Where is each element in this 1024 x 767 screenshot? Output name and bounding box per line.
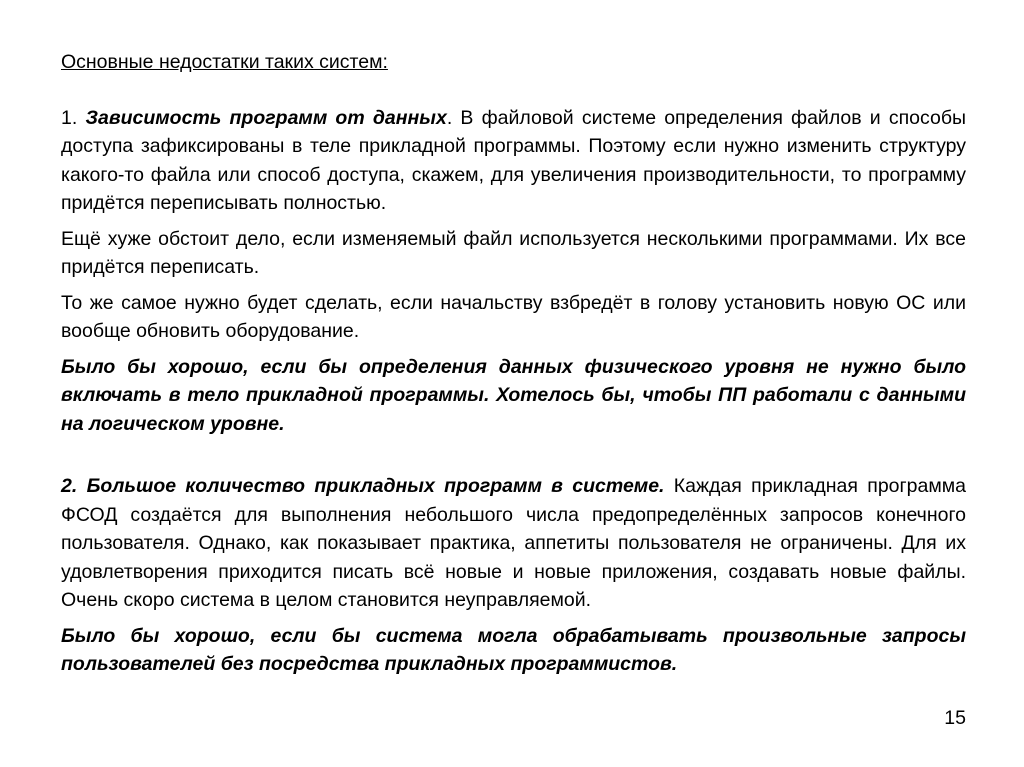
point-1-number: 1. — [61, 106, 86, 129]
page-number: 15 — [944, 707, 966, 729]
paragraph-multiple-programs: Ещё хуже обстоит дело, если изменяемый файл используется несколькими программами. Их все придётся переписать. — [61, 227, 966, 278]
slide-heading: Основные недостатки таких систем: — [61, 51, 388, 73]
slide-content — [61, 48, 966, 686]
point-1-text: . В файловой системе определения файлов и способы доступа зафиксированы в теле прикладной программы. Поэтому если нужно изменить структуру какого-то файла или способ доступа, скажем, для увеличения производительности, то программу придётся переписывать полностью. — [61, 106, 967, 214]
point-1-title: Зависимость программ от данных — [85, 106, 447, 129]
point-2-paragraph — [61, 472, 966, 615]
conclusion-1: Было бы хорошо, если бы определения данных физического уровня не нужно было включать в тело прикладной программы. Хотелось бы, чтобы ПП работали с данными на логическом уровне. — [61, 355, 966, 435]
point-1-paragraph — [61, 104, 966, 218]
paragraph-new-os: То же самое нужно будет сделать, если начальству взбредёт в голову установить новую ОС или вообще обновить оборудование. — [61, 291, 966, 342]
point-2-title: 2. Большое количество прикладных программ в системе. — [61, 475, 665, 497]
point-2-text: Каждая прикладная программа ФСОД создаётся для выполнения небольшого числа предопределённых запросов конечного пользователя. Однако, как показывает практика, аппетиты пользователя не ограничены. Для их удовлетворения приходится писать всё новые и новые приложения, создавать новые файлы. Очень скоро система в целом становится неуправляемой. — [61, 475, 966, 611]
conclusion-2: Было бы хорошо, если бы система могла обрабатывать произвольные запросы пользователей без посредства прикладных программистов. — [61, 624, 966, 675]
